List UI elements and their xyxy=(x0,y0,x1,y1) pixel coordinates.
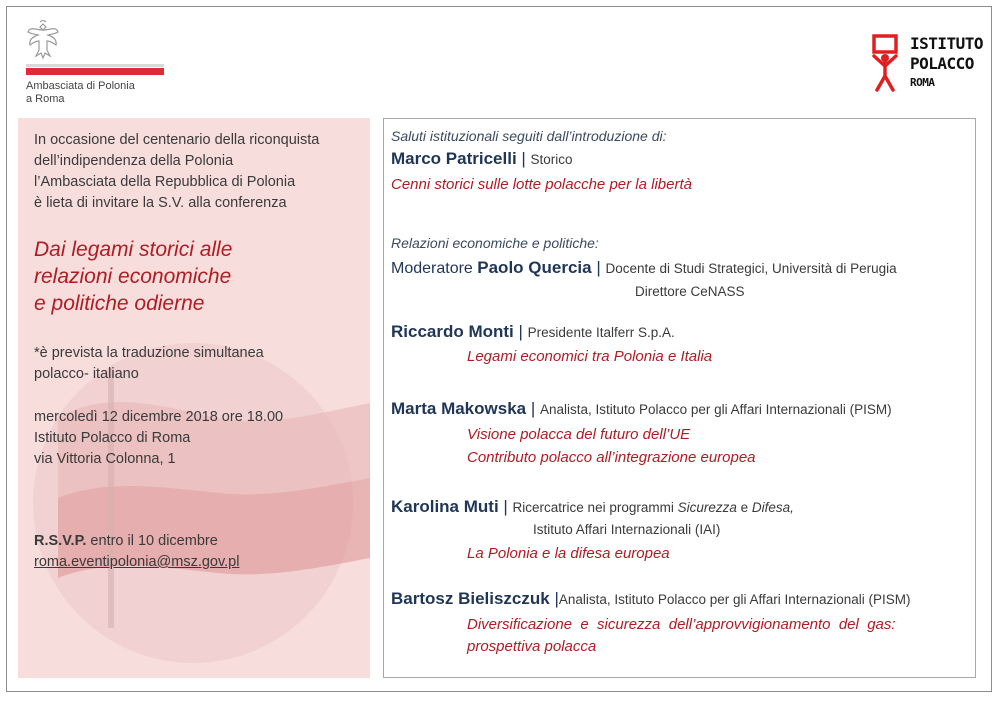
speaker-5-role: Analista, Istituto Polacco per gli Affari Internazionali (PISM) xyxy=(558,592,911,607)
moderator-role-line-2: Direttore CeNASS xyxy=(635,284,745,299)
embassy-name-line1: Ambasciata di Polonia xyxy=(26,80,135,92)
speaker-4-role-line-2: Istituto Affari Internazionali (IAI) xyxy=(533,522,721,537)
rsvp-line xyxy=(34,531,218,552)
embassy-name-line2: a Roma xyxy=(26,93,65,105)
conference-title-line-3: e politiche odierne xyxy=(34,292,205,315)
rsvp-deadline: entro il 10 dicembre xyxy=(86,533,218,549)
speaker-2-row xyxy=(391,322,675,342)
moderator-separator: | xyxy=(591,258,606,277)
istituto-logo-text-line2: POLACCO xyxy=(910,54,974,73)
speaker-4-talk: La Polonia e la difesa europea xyxy=(467,545,670,562)
speaker-5-talk-1: Diversificazione e sicurezza dell’approvvigionamento del gas: xyxy=(467,616,896,633)
rsvp-email-link[interactable]: roma.eventipolonia@msz.gov.pl xyxy=(34,554,240,570)
speaker-4-role-a: Ricercatrice nei programmi xyxy=(512,500,678,515)
speaker-2-separator: | xyxy=(513,322,528,341)
speaker-1-separator: | xyxy=(516,149,531,168)
conference-title-line-1: Dai legami storici alle xyxy=(34,238,233,261)
moderator-row xyxy=(391,258,897,278)
speaker-3-talk-1: Visione polacca del futuro dell’UE xyxy=(467,426,691,443)
speaker-5-separator: | xyxy=(549,589,559,608)
moderator-name: Paolo Quercia xyxy=(477,258,592,277)
speaker-3-talk-2: Contributo polacco all’integrazione europea xyxy=(467,449,756,466)
speaker-3-name: Marta Makowska xyxy=(391,399,527,418)
event-date: mercoledì 12 dicembre 2018 ore 18.00 xyxy=(34,409,284,425)
intro-line-1: In occasione del centenario della riconquista xyxy=(34,132,320,148)
rsvp-email-row xyxy=(34,552,239,573)
program-panel xyxy=(383,118,976,678)
speaker-2-name: Riccardo Monti xyxy=(391,322,514,341)
flag-red-stripe xyxy=(26,68,164,75)
moderator-role: Docente di Studi Strategici, Università di Perugia xyxy=(605,261,897,276)
section-heading-greetings: Saluti istituzionali seguiti dall’introduzione di: xyxy=(391,128,667,144)
speaker-4-role-c: e xyxy=(736,500,752,515)
speaker-4-role-b: Sicurezza xyxy=(677,500,737,515)
speaker-3-row xyxy=(391,399,892,419)
conference-title-line-2: relazioni economiche xyxy=(34,265,232,288)
speaker-4-row xyxy=(391,497,794,517)
speaker-5-row xyxy=(391,589,911,609)
intro-line-3: l’Ambasciata della Repubblica di Polonia xyxy=(34,174,296,190)
istituto-logo-text-line3: ROMA xyxy=(910,76,935,89)
speaker-4-name: Karolina Muti xyxy=(391,497,499,516)
intro-line-4: è lieta di invitare la S.V. alla conferenza xyxy=(34,195,287,211)
translation-note-line-1: *è prevista la traduzione simultanea xyxy=(34,345,264,361)
istituto-logo-text-line1: ISTITUTO xyxy=(910,34,984,53)
speaker-4-separator: | xyxy=(498,497,513,516)
speaker-3-role: Analista, Istituto Polacco per gli Affari Internazionali (PISM) xyxy=(540,402,892,417)
speaker-5-talk-2: prospettiva polacca xyxy=(467,638,597,655)
speaker-1-name: Marco Patricelli xyxy=(391,149,517,168)
speaker-4-role-d: Difesa, xyxy=(751,500,794,515)
polish-eagle-emblem-icon xyxy=(26,20,60,60)
event-address: via Vittoria Colonna, 1 xyxy=(34,451,176,467)
rsvp-label: R.S.V.P. xyxy=(34,533,87,549)
speaker-5-name: Bartosz Bieliszczuk xyxy=(391,589,550,608)
moderator-prefix: Moderatore xyxy=(391,260,478,277)
event-venue: Istituto Polacco di Roma xyxy=(34,430,191,446)
speaker-1-role: Storico xyxy=(530,152,573,167)
invitation-panel xyxy=(18,118,370,678)
speaker-2-talk: Legami economici tra Polonia e Italia xyxy=(467,348,713,365)
speaker-1-talk: Cenni storici sulle lotte polacche per la libertà xyxy=(391,176,692,193)
translation-note-line-2: polacco- italiano xyxy=(34,366,139,382)
istituto-polacco-logo-icon xyxy=(866,34,906,92)
flag-white-stripe xyxy=(26,64,164,67)
intro-line-2: dell’indipendenza della Polonia xyxy=(34,153,234,169)
speaker-2-role: Presidente Italferr S.p.A. xyxy=(527,325,675,340)
speaker-3-separator: | xyxy=(526,399,540,418)
speaker-1-row xyxy=(391,149,573,169)
section-heading-relations: Relazioni economiche e politiche: xyxy=(391,235,599,251)
